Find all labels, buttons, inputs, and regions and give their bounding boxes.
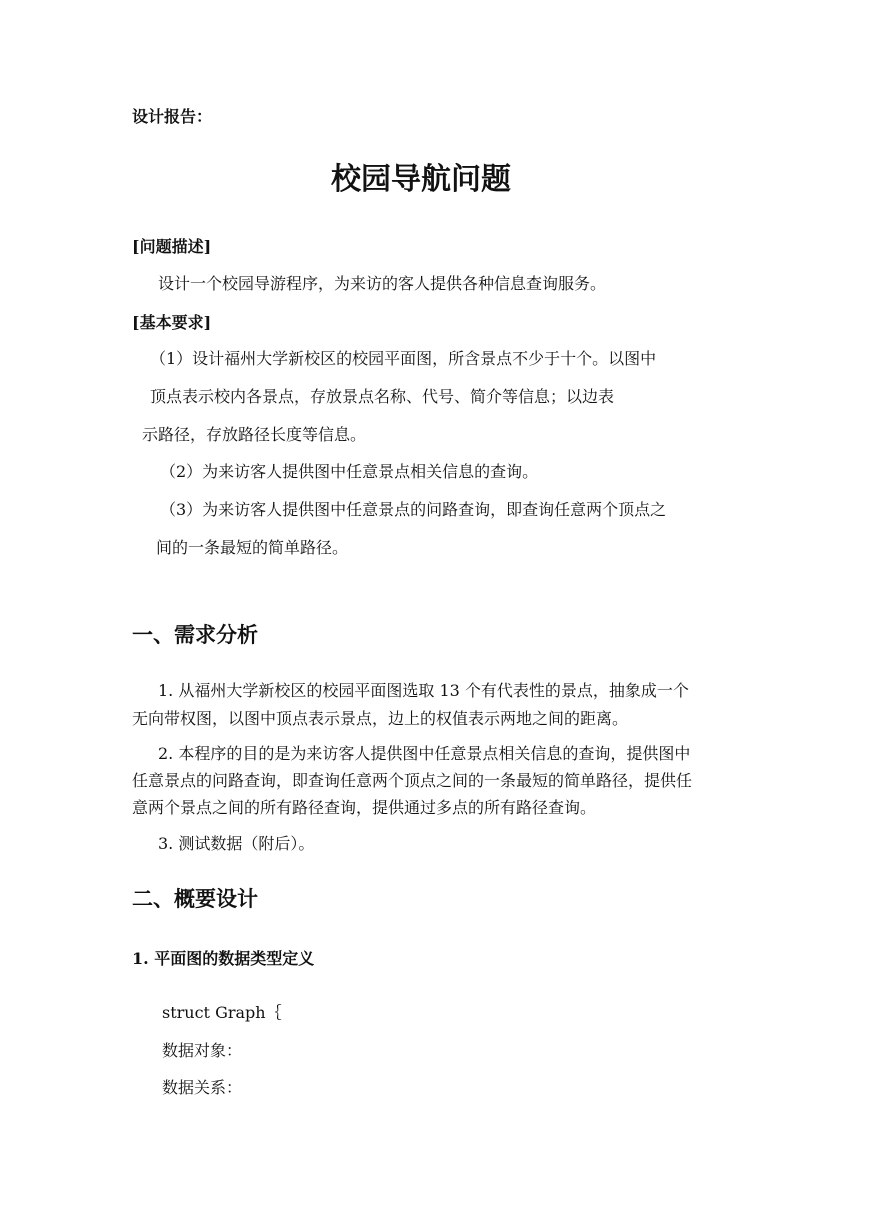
requirements-heading: [基本要求] — [132, 313, 212, 332]
code-line: struct Graph｛ — [162, 1003, 282, 1022]
requirement-line: （1）设计福州大学新校区的校园平面图，所含景点不少于十个。以图中 — [150, 349, 657, 368]
requirement-line: 顶点表示校内各景点，存放景点名称、代号、简介等信息；以边表 — [150, 387, 615, 406]
requirement-line: （3）为来访客人提供图中任意景点的问路查询，即查询任意两个顶点之 — [160, 500, 667, 519]
analysis-line: 3. 测试数据（附后）。 — [158, 834, 315, 853]
requirement-line: 间的一条最短的简单路径。 — [156, 538, 349, 557]
code-line: 数据对象： — [162, 1041, 243, 1060]
report-label: 设计报告： — [132, 107, 213, 126]
requirement-line: 示路径，存放路径长度等信息。 — [142, 425, 367, 444]
analysis-line: 意两个景点之间的所有路径查询，提供通过多点的所有路径查询。 — [132, 798, 597, 817]
problem-heading: [问题描述] — [132, 237, 212, 256]
problem-text: 设计一个校园导游程序，为来访的客人提供各种信息查询服务。 — [158, 274, 607, 293]
section-heading-requirements-analysis: 一、需求分析 — [132, 623, 258, 647]
requirement-line: （2）为来访客人提供图中任意景点相关信息的查询。 — [160, 462, 539, 481]
analysis-line: 任意景点的问路查询，即查询任意两个顶点之间的一条最短的简单路径，提供任 — [132, 771, 693, 790]
analysis-line: 无向带权图，以图中顶点表示景点，边上的权值表示两地之间的距离。 — [132, 709, 629, 728]
subsection-heading: 1. 平面图的数据类型定义 — [132, 949, 315, 968]
document-title: 校园导航问题 — [331, 162, 511, 197]
analysis-line: 2. 本程序的目的是为来访客人提供图中任意景点相关信息的查询，提供图中 — [158, 744, 691, 763]
section-heading-overview-design: 二、概要设计 — [132, 887, 258, 911]
analysis-line: 1. 从福州大学新校区的校园平面图选取 13 个有代表性的景点，抽象成一个 — [158, 681, 689, 700]
code-line: 数据关系： — [162, 1078, 243, 1097]
